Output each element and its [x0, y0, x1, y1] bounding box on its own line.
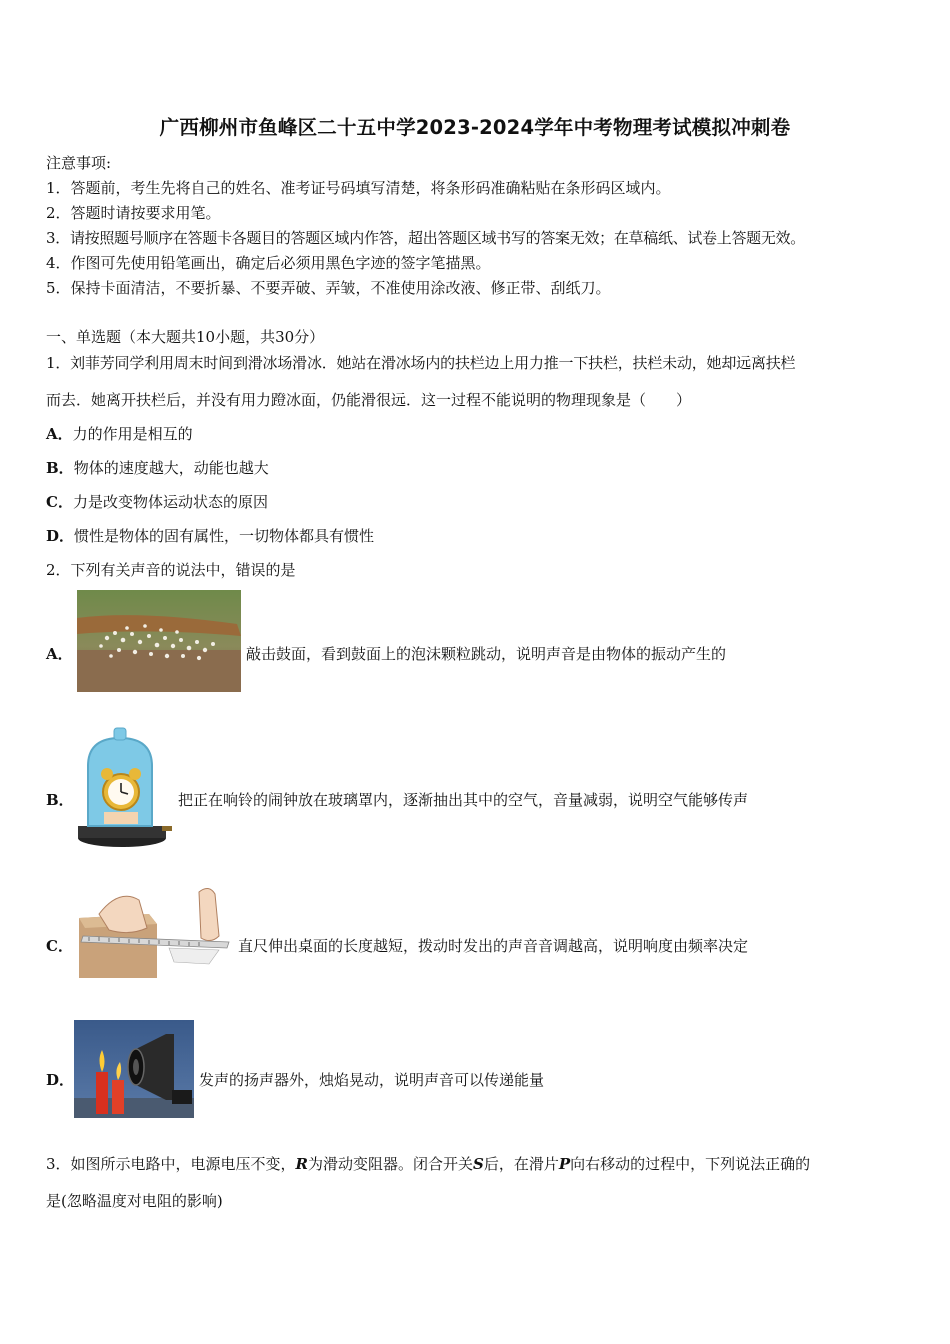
notice-heading: 注意事项: [46, 154, 112, 172]
q1-option-d [46, 525, 374, 546]
q2-option-c-text: 直尺伸出桌面的长度越短，拨动时发出的声音音调越高，说明响度由频率决定 [238, 937, 749, 955]
ruler-table-image [79, 884, 234, 978]
q1-option-a [46, 423, 193, 444]
notice-item: 2．答题时请按要求用笔。 [46, 204, 221, 222]
q1-option-c [46, 491, 268, 512]
option-text: 力是改变物体运动状态的原因 [72, 493, 268, 511]
notice-item: 5．保持卡面清洁，不要折暴、不要弄破、弄皱，不准使用涂改液、修正带、刮纸刀。 [46, 279, 611, 297]
page-title: 广西柳州市鱼峰区二十五中学2023-2024学年中考物理考试模拟冲刺卷 [159, 116, 791, 139]
q3-var-r: R [295, 1155, 309, 1173]
q3-text-part: 向右移动的过程中，下列说法正确的 [570, 1155, 811, 1173]
option-letter: A． [46, 425, 73, 443]
q2-option-d-text: 发声的扬声器外，烛焰晃动，说明声音可以传递能量 [199, 1071, 545, 1089]
q2-option-d-letter: D． [46, 1071, 75, 1089]
q2-option-a-letter: A． [46, 645, 73, 663]
q2-option-b-text: 把正在响铃的闹钟放在玻璃罩内，逐渐抽出其中的空气，音量减弱，说明空气能够传声 [178, 791, 749, 809]
q3-var-s: S [473, 1155, 484, 1173]
option-letter: B． [46, 459, 74, 477]
option-letter: C． [46, 493, 73, 511]
q3-var-p: P [558, 1155, 571, 1173]
q2-option-a-text: 敲击鼓面，看到鼓面上的泡沫颗粒跳动，说明声音是由物体的振动产生的 [246, 645, 727, 663]
bell-jar-clock-image [74, 726, 174, 854]
question-1-stem: 1．刘菲芳同学利用周末时间到滑冰场滑冰．她站在滑冰场内的扶栏边上用力推一下扶栏，扶栏未动，她却远离扶栏 [46, 354, 796, 372]
option-text: 惯性是物体的固有属性，一切物体都具有惯性 [74, 527, 375, 545]
speaker-candle-image [74, 1020, 194, 1118]
question-2-stem: 2．下列有关声音的说法中，错误的是 [46, 561, 296, 579]
option-text: 物体的速度越大，动能也越大 [73, 459, 269, 477]
notice-item: 3．请按照题号顺序在答题卡各题目的答题区域内作答，超出答题区域书写的答案无效；在草稿纸、试卷上答题无效。 [46, 229, 805, 247]
q3-text-part: 后，在滑片 [483, 1155, 559, 1173]
notice-item: 4．作图可先使用铅笔画出，确定后必须用黑色字迹的签字笔描黑。 [46, 254, 491, 272]
q3-text-part: 为滑动变阻器。闭合开关 [308, 1155, 474, 1173]
q2-option-c-letter: C． [46, 937, 73, 955]
option-text: 力的作用是相互的 [72, 425, 193, 443]
notice-item: 1．答题前，考生先将自己的姓名、准考证号码填写清楚，将条形码准确粘贴在条形码区域内。 [46, 179, 671, 197]
drum-foam-image [77, 590, 241, 692]
question-3-stem-cont: 是(忽略温度对电阻的影响) [46, 1192, 223, 1210]
q1-option-b [46, 457, 269, 478]
option-letter: D． [46, 527, 75, 545]
question-1-stem-cont: 而去．她离开扶栏后，并没有用力蹬冰面，仍能滑很远．这一过程不能说明的物理现象是（ ） [46, 391, 692, 409]
section-heading: 一、单选题（本大题共10小题，共30分） [46, 328, 325, 346]
q3-text-part: 3．如图所示电路中，电源电压不变， [46, 1155, 296, 1173]
question-3-stem [46, 1153, 810, 1174]
q2-option-b-letter: B． [46, 791, 74, 809]
